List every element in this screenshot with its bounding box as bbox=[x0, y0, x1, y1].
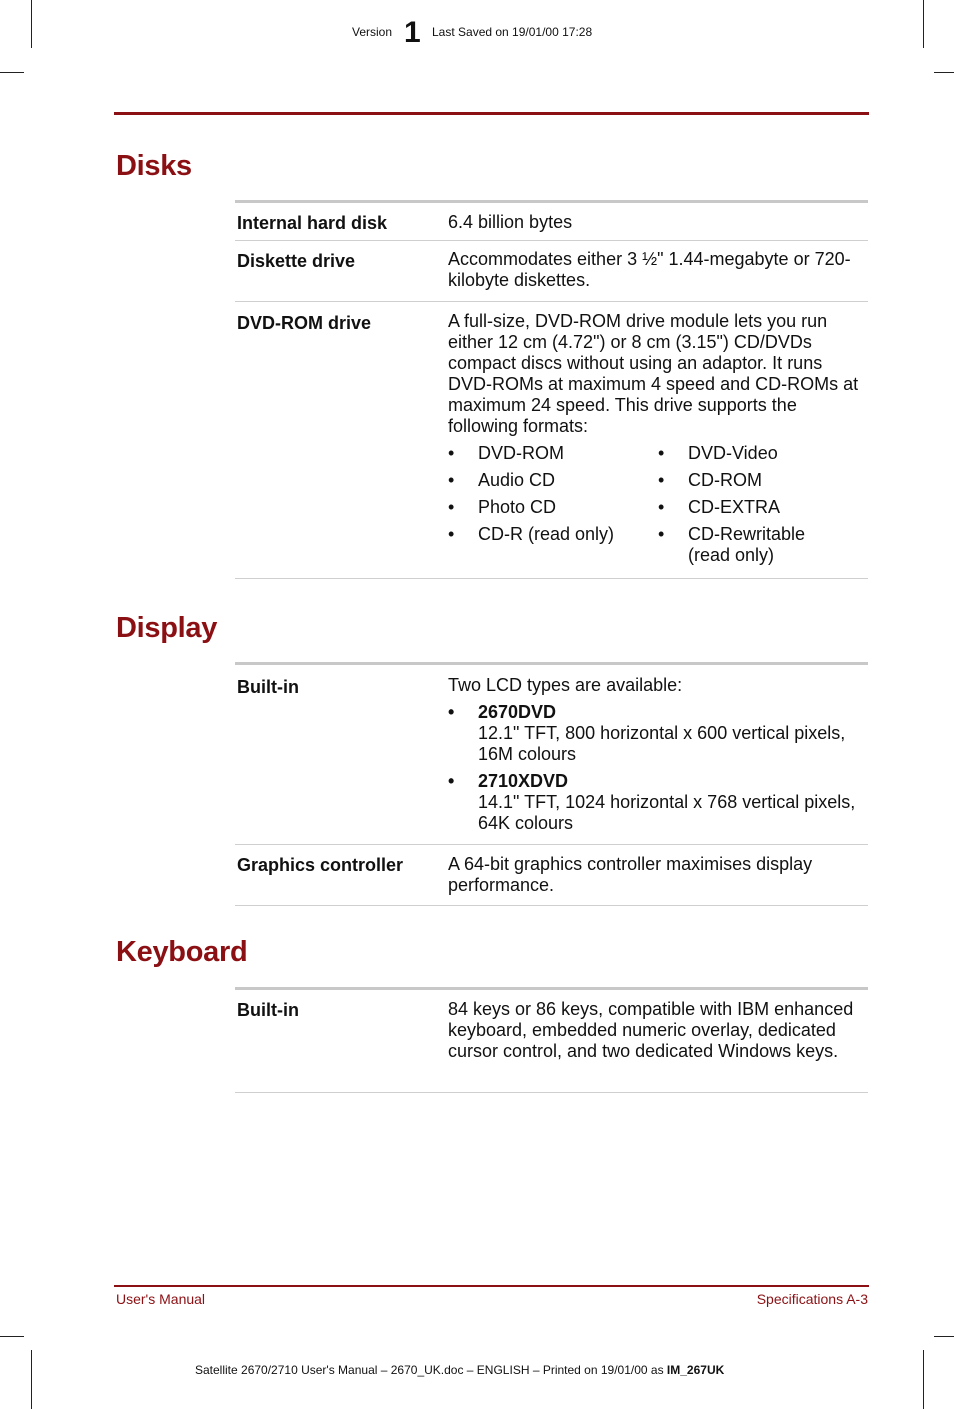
list-item: • CD-ROM bbox=[658, 470, 762, 490]
row-value: Accommodates either 3 ½" 1.44-megabyte or 720-kilobyte diskettes. bbox=[448, 249, 851, 290]
row-label: Diskette drive bbox=[237, 251, 356, 271]
list-item: • CD-EXTRA bbox=[658, 497, 781, 517]
print-info bbox=[195, 1363, 724, 1377]
model-name: 2670DVD bbox=[478, 702, 557, 722]
section-title-keyboard: Keyboard bbox=[116, 936, 248, 968]
list-item: • 2710XDVD 14.1" TFT, 1024 horizontal x 768 vertical pixels, 64K colours bbox=[448, 771, 868, 834]
table-row bbox=[235, 203, 868, 241]
row-value: 6.4 billion bytes bbox=[448, 212, 573, 232]
crop-mark bbox=[31, 1350, 32, 1409]
print-code: IM_267UK bbox=[666, 1363, 725, 1377]
last-saved: Last Saved on 19/01/00 17:28 bbox=[432, 25, 593, 39]
row-value: 84 keys or 86 keys, compatible with IBM enhanced keyboard, embedded numeric overlay, dedicated cursor control, and two dedicated Windows keys. bbox=[448, 999, 854, 1061]
model-desc: 12.1" TFT, 800 horizontal x 600 vertical pixels, 16M colours bbox=[478, 723, 846, 764]
table-row bbox=[235, 665, 868, 845]
list-item: • CD-R (read only) bbox=[448, 524, 615, 544]
crop-mark bbox=[0, 72, 24, 73]
version-label: Version bbox=[352, 25, 393, 39]
section-title-disks: Disks bbox=[116, 150, 192, 182]
format-list bbox=[448, 443, 868, 566]
list-item: • 2670DVD 12.1" TFT, 800 horizontal x 600 vertical pixels, 16M colours bbox=[448, 702, 868, 765]
table-row bbox=[235, 241, 868, 302]
footer-right: Specifications A-3 bbox=[756, 1291, 868, 1307]
row-value: Two LCD types are available: • 2670DVD 12.1" TFT, 800 horizontal x 600 vertical pixels, 16M colours • 2710XDVD 14.1" TFT, 1024 horizontal x 768 vertical pixels, 64K colours bbox=[448, 675, 868, 840]
row-label: Internal hard disk bbox=[237, 213, 388, 233]
crop-mark bbox=[934, 1336, 954, 1337]
list-item: • CD-Rewritable (read only) bbox=[658, 524, 806, 565]
row-value: A 64-bit graphics controller maximises display performance. bbox=[448, 854, 813, 895]
row-label: Built-in bbox=[237, 1000, 299, 1020]
crop-mark bbox=[934, 72, 954, 73]
page-header bbox=[0, 16, 954, 49]
lcd-models-list bbox=[448, 702, 868, 834]
version-number: 1 bbox=[404, 16, 421, 49]
row-label: Built-in bbox=[237, 677, 299, 697]
list-item: • DVD-Video bbox=[658, 443, 778, 463]
row-value: A full-size, DVD-ROM drive module lets you run either 12 cm (4.72") or 8 cm (3.15") CD/DVDs compact discs without using an adaptor. It runs DVD-ROMs at maximum 4 speed and CD-ROMs at maximum 24 speed. This drive supports the following formats: • DVD-ROM • DVD-Video • Audio CD • CD-ROM • Photo CD • CD-EXTRA • CD-R (read only) • CD-Rewritable (read only) bbox=[448, 311, 868, 566]
list-item: • Photo CD bbox=[448, 497, 557, 517]
table-row bbox=[235, 845, 868, 906]
list-item: • DVD-ROM bbox=[448, 443, 564, 463]
model-desc: 14.1" TFT, 1024 horizontal x 768 vertical pixels, 64K colours bbox=[478, 792, 856, 833]
model-name: 2710XDVD bbox=[478, 771, 569, 791]
row-label: DVD-ROM drive bbox=[237, 313, 372, 333]
footer-rule bbox=[114, 1285, 869, 1287]
section-title-display: Display bbox=[116, 612, 218, 644]
row-label: Graphics controller bbox=[237, 855, 404, 875]
crop-mark bbox=[0, 1336, 24, 1337]
footer-left: User's Manual bbox=[116, 1291, 206, 1307]
display-table bbox=[235, 662, 868, 906]
list-item: • Audio CD bbox=[448, 470, 556, 490]
table-row bbox=[235, 302, 868, 579]
keyboard-table bbox=[235, 987, 868, 1093]
header-rule bbox=[114, 112, 869, 115]
disks-table bbox=[235, 200, 868, 579]
crop-mark bbox=[923, 1350, 924, 1409]
table-row bbox=[235, 990, 868, 1093]
print-text: Satellite 2670/2710 User's Manual – 2670_UK.doc – ENGLISH – Printed on 19/01/00 as bbox=[195, 1363, 667, 1377]
